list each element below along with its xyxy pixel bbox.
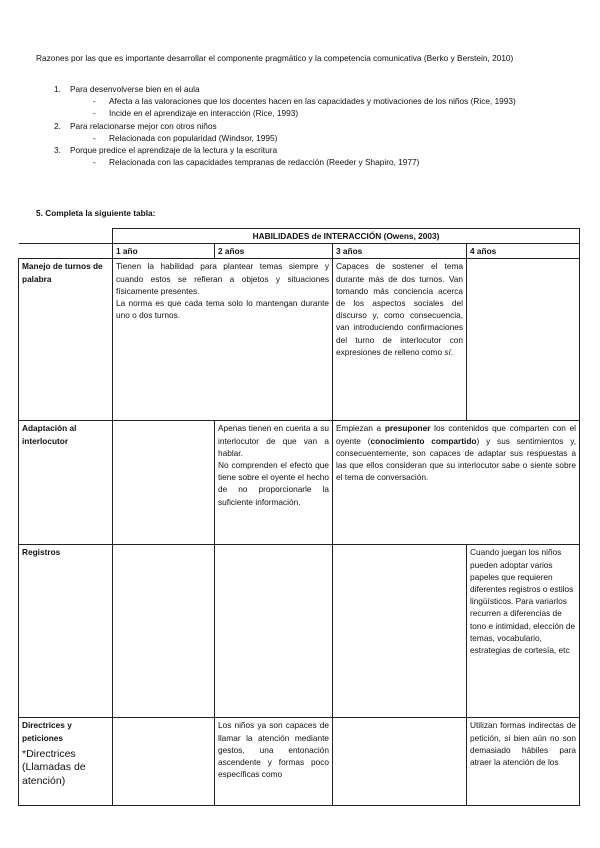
cell-text: Apenas tienen en cuenta a su interlocutor de que van a hablar.	[218, 423, 329, 458]
list-item-text: Porque predice el aprendizaje de la lectura y la escritura	[70, 145, 278, 156]
sub-item-text: Relacionada con popularidad (Windsor, 1995)	[109, 132, 278, 143]
row-label-registros: Registros	[19, 545, 113, 718]
cell-directrices-3	[333, 718, 467, 806]
cell-text: Tienen la habilidad para plantear temas siempre y cuando estos se refieran a objetos y situaciones físicamente presentes.	[116, 261, 329, 296]
empty-corner-cell	[19, 244, 113, 259]
dash-bullet: -	[93, 96, 96, 107]
dash-bullet: -	[93, 108, 96, 119]
row-label-text: Directrices y peticiones	[22, 720, 72, 743]
cell-text-bold: presuponer	[384, 423, 431, 434]
table-row	[19, 421, 580, 545]
table-row	[19, 259, 580, 421]
cell-turnos-3	[333, 259, 467, 421]
cell-directrices-1	[113, 718, 215, 806]
section-heading: 5. Completa la siguiente tabla:	[36, 208, 156, 218]
table-title-row	[19, 229, 580, 244]
cell-directrices-4: Utilizan formas indirectas de petición, si bien aún no son demasiado hábiles para atraer la atención de los	[467, 718, 580, 806]
dash-bullet: -	[93, 132, 96, 143]
cell-directrices-2: Los niños ya son capaces de llamar la atención mediante gestos, una entonación ascendente y formas poco específicas como	[215, 718, 333, 806]
year-header-4: 4 años	[467, 244, 580, 259]
cell-turnos-1-2	[113, 259, 333, 421]
sub-item	[54, 132, 534, 144]
sub-item-text: Afecta a las valoraciones que los docentes hacen en las capacidades y motivaciones de los niños (Rice, 1993)	[109, 96, 516, 107]
row-label-directrices	[19, 718, 113, 806]
cell-registros-2	[215, 545, 333, 718]
row-label-turnos: Manejo de turnos de palabra	[19, 259, 113, 421]
row-sublabel-text: *Directrices (Llamadas de atención)	[22, 747, 86, 787]
sub-item	[54, 107, 534, 119]
list-item	[54, 83, 534, 95]
cell-text: Empiezan a	[336, 423, 385, 434]
cell-text: Capaces de sostener el tema durante más de dos turnos. Van tomando más conciencia acerca de los aspectos sociales del discurso y, como consecuencia, van introduciendo confirmaciones del turno de interlocutor con expresiones de relleno como	[336, 261, 463, 357]
year-header-row	[19, 244, 580, 259]
cell-adaptacion-2	[215, 421, 333, 545]
intro-text: Razones por las que es importante desarrollar el componente pragmático y la competencia comunicativa (Berko y Berstein, 2010)	[36, 53, 514, 63]
cell-text: ) y sus sentimientos y, consecuentemente, son capaces de adaptar sus respuestas a las que ellos consideran que su interlocutor sabe o siente sobre el tema de conversación.	[336, 435, 577, 483]
year-header-1: 1 año	[113, 244, 215, 259]
cell-text: No comprenden el efecto que tiene sobre el oyente el hecho de no proporcionarle la suficiente información.	[218, 460, 329, 507]
sub-item-text: Relacionada con las capacidades tempranas de redacción (Reeder y Shapiro, 1977)	[109, 157, 420, 168]
sub-item	[54, 95, 534, 107]
intro-paragraph	[36, 52, 556, 64]
dash-bullet: -	[93, 157, 96, 168]
list-item-text: Para desenvolverse bien en el aula	[70, 84, 200, 94]
table-title: HABILIDADES de INTERACCIÓN (Owens, 2003)	[113, 229, 580, 244]
cell-text-italic: sí	[444, 346, 451, 357]
interaction-skills-table	[18, 228, 580, 806]
table-row	[19, 718, 580, 806]
cell-text: La norma es que cada tema solo lo mantengan durante uno o dos turnos.	[116, 298, 329, 321]
empty-corner-cell	[19, 229, 113, 244]
cell-adaptacion-3-4	[333, 421, 580, 545]
cell-registros-3	[333, 545, 467, 718]
table-row	[19, 545, 580, 718]
cell-text: .	[450, 346, 454, 357]
cell-registros-1	[113, 545, 215, 718]
year-header-3: 3 años	[333, 244, 467, 259]
cell-text: los contenidos que comparten con el oyente (	[336, 423, 577, 446]
year-header-2: 2 años	[215, 244, 333, 259]
sub-item	[54, 156, 534, 168]
cell-registros-4: Cuando juegan los niños pueden adoptar varios papeles que requieren diferentes registros o estilos lingüísticos. Para variarlos recurren a diferencias de tono e intimidad, elección de temas, vocabulario, estrategias de cortesía, etc	[467, 545, 580, 718]
cell-text-bold: conocimiento compartido	[370, 435, 477, 446]
list-item	[54, 120, 534, 132]
sub-item-text: Incide en el aprendizaje en interacción (Rice, 1993)	[109, 108, 299, 119]
list-number: 1.	[54, 84, 61, 94]
list-item	[54, 144, 534, 156]
cell-turnos-4	[467, 259, 580, 421]
list-item-text: Para relacionarse mejor con otros niños	[70, 120, 217, 131]
row-label-adaptacion: Adaptación al interlocutor	[19, 421, 113, 545]
reasons-list	[54, 83, 534, 168]
list-number: 2.	[54, 120, 61, 131]
list-number: 3.	[54, 145, 61, 156]
cell-adaptacion-1	[113, 421, 215, 545]
